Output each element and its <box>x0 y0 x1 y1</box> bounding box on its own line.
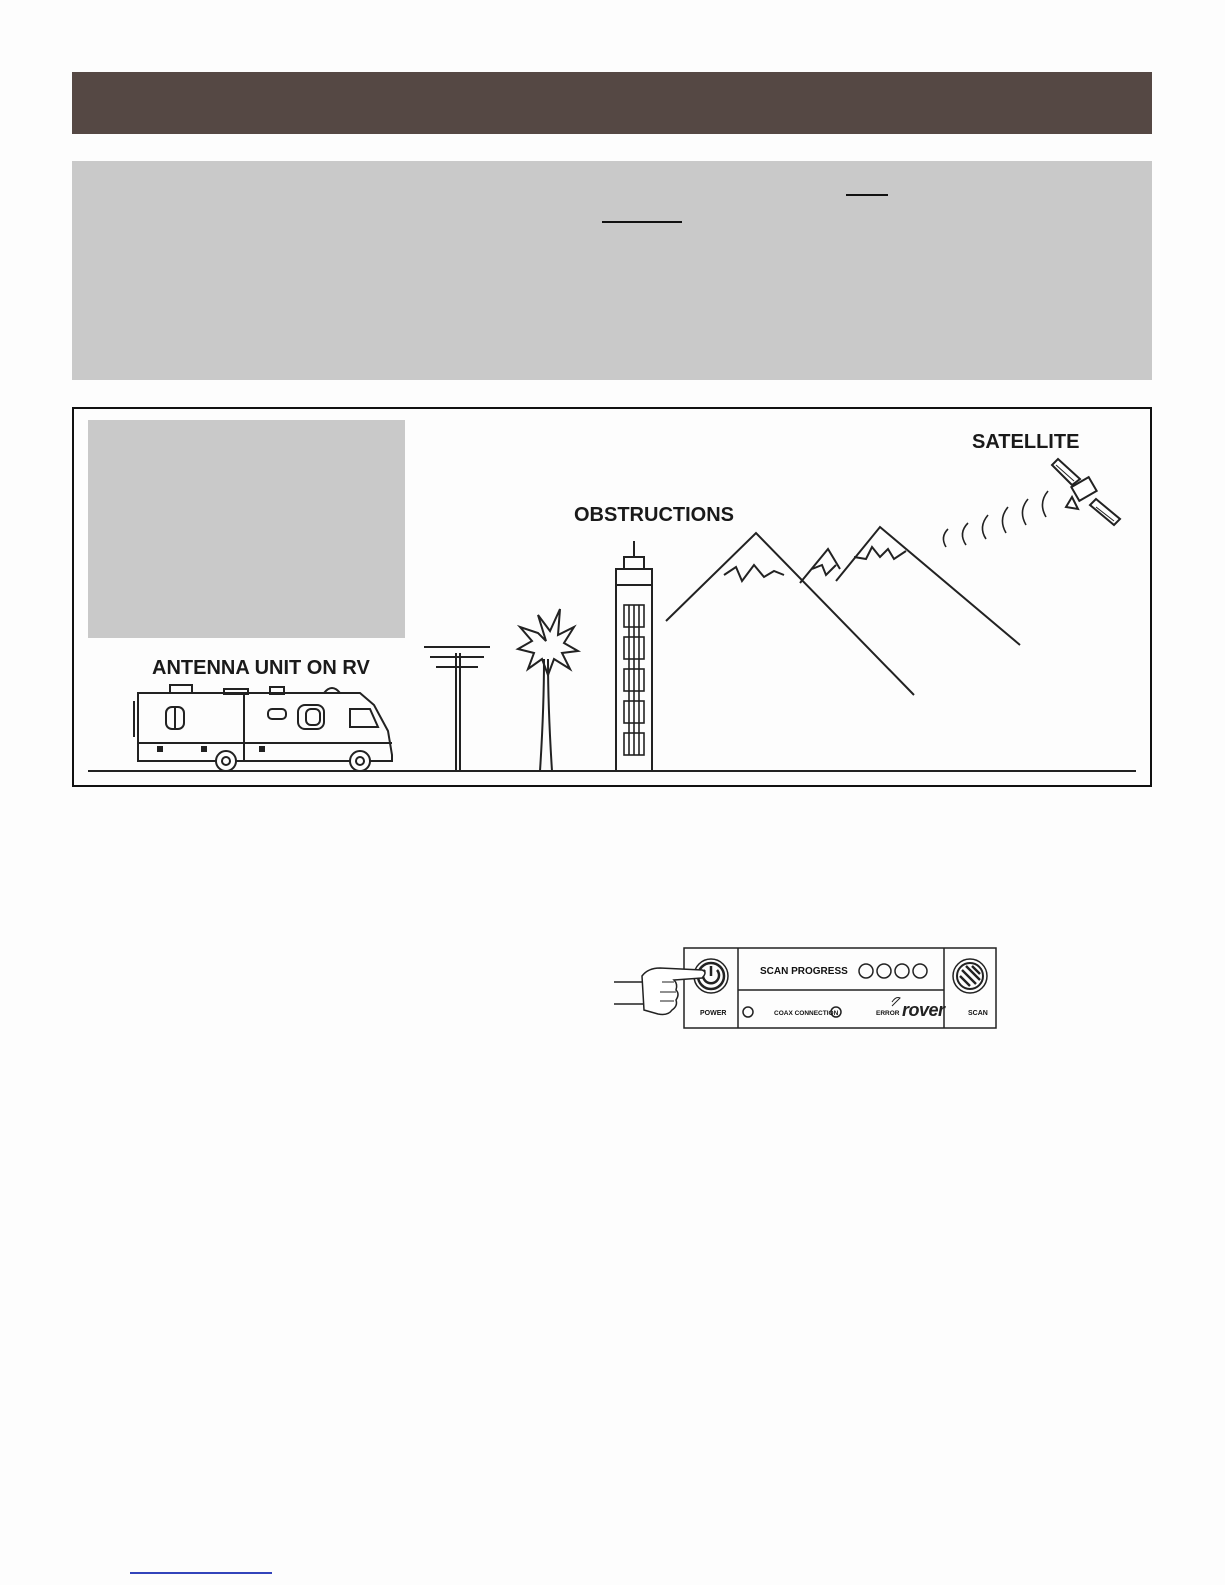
power-button-label: POWER <box>700 1010 727 1017</box>
control-panel-diagram <box>614 946 1014 1042</box>
hand-pointer-icon <box>614 968 705 1015</box>
scene-drawing <box>74 409 1150 785</box>
skyscraper-icon <box>616 541 652 771</box>
section-header-bar <box>72 72 1152 134</box>
coax-connection-label: COAX CONNECTION <box>774 1010 839 1017</box>
scan-icon <box>953 959 987 993</box>
satellite-label: SATELLITE <box>972 431 1080 453</box>
notice-box <box>72 161 1152 380</box>
scan-progress-label: SCAN PROGRESS <box>760 966 848 977</box>
scan-button-label: SCAN <box>968 1010 988 1017</box>
palm-tree-icon <box>518 609 578 771</box>
scan-progress-indicators <box>859 964 927 978</box>
underline-mark <box>846 194 888 196</box>
signal-waves-icon <box>943 491 1048 547</box>
utility-pole-icon <box>424 647 490 771</box>
satellite-icon <box>1052 459 1120 525</box>
coax-connection-led <box>743 1007 753 1017</box>
rv-icon <box>134 685 392 771</box>
link-underline[interactable] <box>130 1572 272 1574</box>
antenna-unit-label: ANTENNA UNIT ON RV <box>152 657 370 679</box>
brand-leaf-icon <box>892 998 900 1007</box>
control-panel-drawing <box>614 946 1014 1042</box>
obstructions-label: OBSTRUCTIONS <box>574 504 734 526</box>
mountains-icon <box>666 527 1020 695</box>
brand-logo: rover <box>902 1000 945 1020</box>
line-of-sight-illustration <box>72 407 1152 787</box>
underline-mark <box>602 221 682 223</box>
error-label: ERROR <box>876 1010 900 1017</box>
